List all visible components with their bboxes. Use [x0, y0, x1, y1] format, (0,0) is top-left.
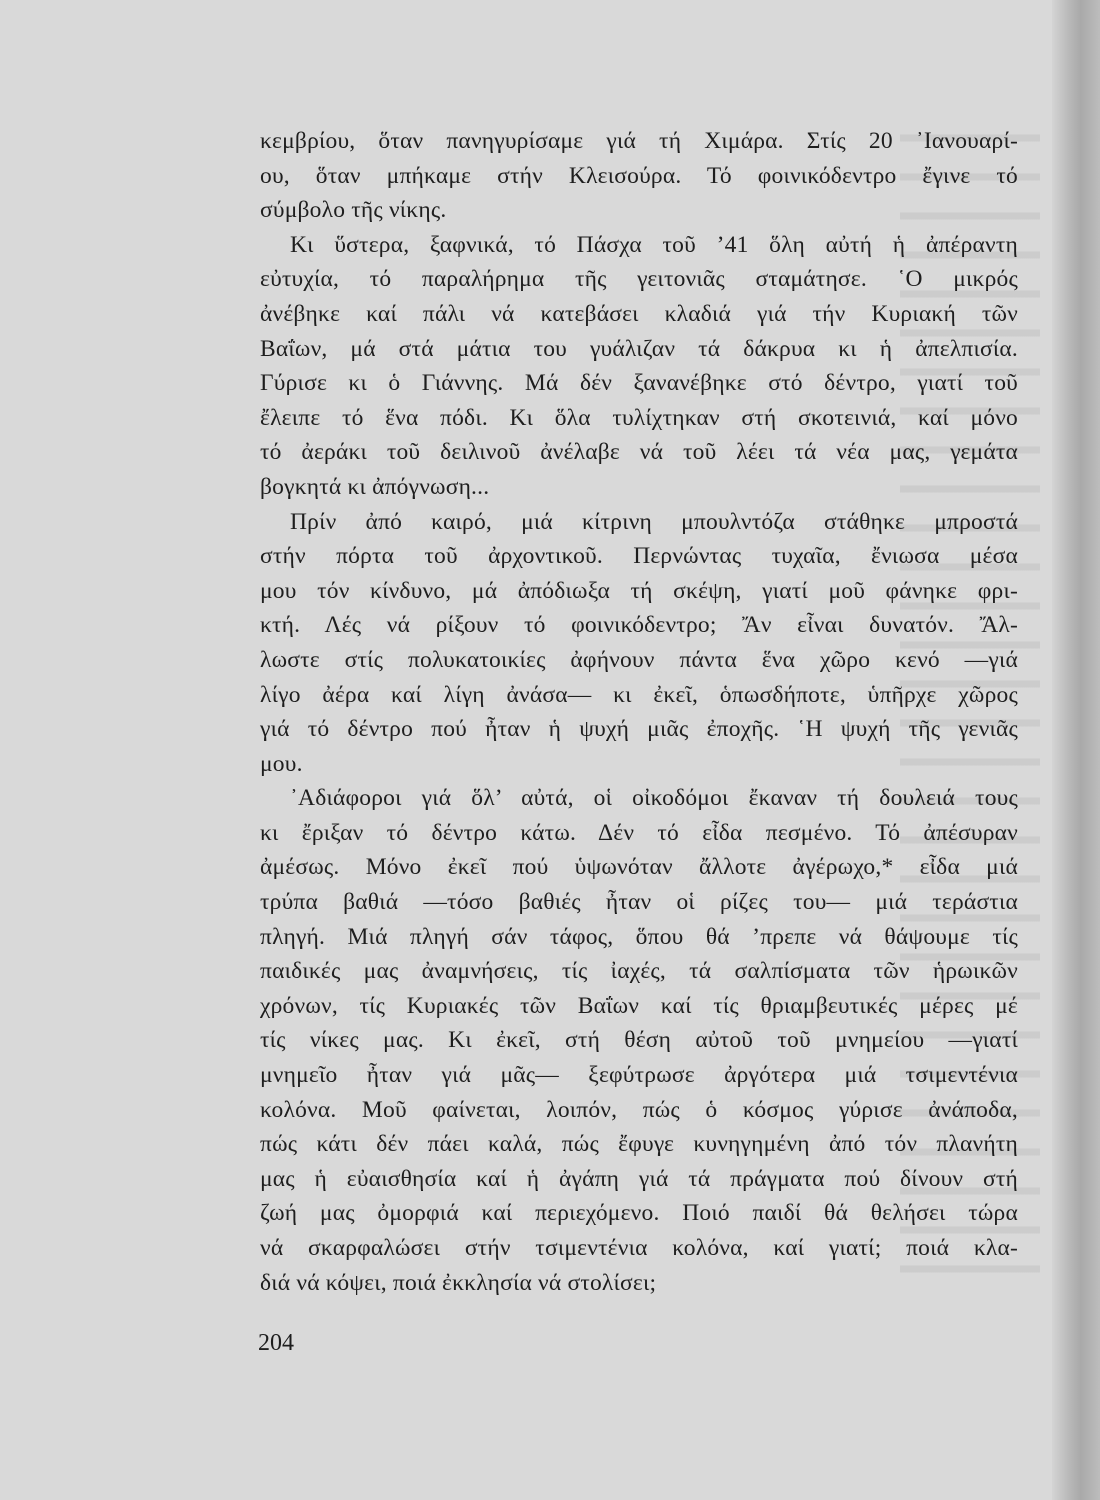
text-line: παιδικές μας ἀναμνήσεις, τίς ἰαχές, τά σαλπίσματα τῶν ἡρωικῶν: [260, 958, 1018, 985]
text-line: κολόνα. Μοῦ φαίνεται, λοιπόν, πώς ὁ κόσμος γύρισε ἀνάποδα,: [260, 1096, 1018, 1123]
text-line: πώς κάτι δέν πάει καλά, πώς ἔφυγε κυνηγημένη ἀπό τόν πλανήτη: [260, 1131, 1018, 1158]
text-line: λωστε στίς πολυκατοικίες ἀφήνουν πάντα ἕνα χῶρο κενό —γιά: [260, 646, 1018, 673]
text-line: λίγο ἀέρα καί λίγη ἀνάσα— κι ἐκεῖ, ὁπωσδήποτε, ὑπῆρχε χῶρος: [260, 681, 1018, 708]
text-line: μνημεῖο ἦταν γιά μᾶς— ξεφύτρωσε ἀργότερα μιά τσιμεντένια: [260, 1062, 1018, 1089]
text-line: Κι ὕστερα, ξαφνικά, τό Πάσχα τοῦ ’41 ὅλη αὐτή ἡ ἀπέραντη: [290, 231, 1018, 258]
text-line: ἔλειπε τό ἕνα πόδι. Κι ὅλα τυλίχτηκαν στή σκοτεινιά, καί μόνο: [260, 404, 1018, 431]
text-line: νά σκαρφαλώσει στήν τσιμεντένια κολόνα, καί γιατί; ποιά κλα-: [260, 1235, 1018, 1261]
text-line: μου.: [260, 750, 303, 777]
text-line: ἀμέσως. Μόνο ἐκεῖ πού ὑψωνόταν ἄλλοτε ἀγέρωχο,* εἶδα μιά: [260, 854, 1018, 881]
text-line: κτή. Λές νά ρίξουν τό φοινικόδεντρο; Ἄν εἶναι δυνατόν. Ἄλ-: [260, 612, 1018, 639]
text-line: μου τόν κίνδυνο, μά ἀπόδιωξα τή σκέψη, γιατί μοῦ φάνηκε φρι-: [260, 577, 1018, 604]
text-line: κεμβρίου, ὅταν πανηγυρίσαμε γιά τή Χιμάρα. Στίς 20 ᾿Ιανουαρί-: [260, 128, 1018, 154]
text-line: χρόνων, τίς Κυριακές τῶν Βαΐων καί τίς θριαμβευτικές μέρες μέ: [260, 992, 1018, 1019]
text-line: κι ἔριξαν τό δέντρο κάτω. Δέν τό εἶδα πεσμένο. Τό ἀπέσυραν: [260, 819, 1018, 846]
text-line: διά νά κόψει, ποιά ἐκκλησία νά στολίσει;: [260, 1269, 657, 1296]
text-line: ζωή μας ὀμορφιά καί περιεχόμενο. Ποιό παιδί θά θελήσει τώρα: [260, 1200, 1018, 1227]
text-line: στήν πόρτα τοῦ ἀρχοντικοῦ. Περνώντας τυχαῖα, ἔνιωσα μέσα: [260, 543, 1018, 570]
text-line: τίς νίκες μας. Κι ἐκεῖ, στή θέση αὐτοῦ τοῦ μνημείου —γιατί: [260, 1027, 1018, 1054]
text-line: Γύρισε κι ὁ Γιάννης. Μά δέν ξανανέβηκε στό δέντρο, γιατί τοῦ: [260, 370, 1018, 397]
text-line: ἀνέβηκε καί πάλι νά κατεβάσει κλαδιά γιά τήν Κυριακή τῶν: [260, 300, 1018, 327]
text-line: Βαΐων, μά στά μάτια του γυάλιζαν τά δάκρυα κι ἡ ἀπελπισία.: [260, 335, 1018, 362]
text-line: βογκητά κι ἀπόγνωση...: [260, 473, 490, 500]
text-line: εὐτυχία, τό παραλήρημα τῆς γειτονιᾶς σταμάτησε. ῾Ο μικρός: [260, 266, 1018, 293]
page-number: 204: [258, 1330, 294, 1356]
page-edge-shadow: [1052, 0, 1100, 1500]
text-line: πληγή. Μιά πληγή σάν τάφος, ὅπου θά ’πρεπε νά θάψουμε τίς: [260, 923, 1018, 950]
text-line: ου, ὅταν μπήκαμε στήν Κλεισούρα. Τό φοινικόδεντρο ἔγινε τό: [260, 162, 1018, 189]
text-line: ᾿Αδιάφοροι γιά ὅλ’ αὐτά, οἱ οἰκοδόμοι ἔκαναν τή δουλειά τους: [290, 785, 1018, 812]
text-line: σύμβολο τῆς νίκης.: [260, 197, 447, 224]
text-line: γιά τό δέντρο πού ἦταν ἡ ψυχή μιᾶς ἐποχῆς. ῾Η ψυχή τῆς γενιᾶς: [260, 716, 1018, 743]
text-line: τρύπα βαθιά —τόσο βαθιές ἦταν οἱ ρίζες του— μιά τεράστια: [260, 889, 1018, 916]
text-line: Πρίν ἀπό καιρό, μιά κίτρινη μπουλντόζα στάθηκε μπροστά: [290, 508, 1018, 535]
body-text: [260, 124, 1018, 1300]
text-line: τό ἀεράκι τοῦ δειλινοῦ ἀνέλαβε νά τοῦ λέει τά νέα μας, γεμάτα: [260, 439, 1018, 466]
text-line: μας ἡ εὐαισθησία καί ἡ ἀγάπη γιά τά πράγματα πού δίνουν στή: [260, 1165, 1018, 1192]
